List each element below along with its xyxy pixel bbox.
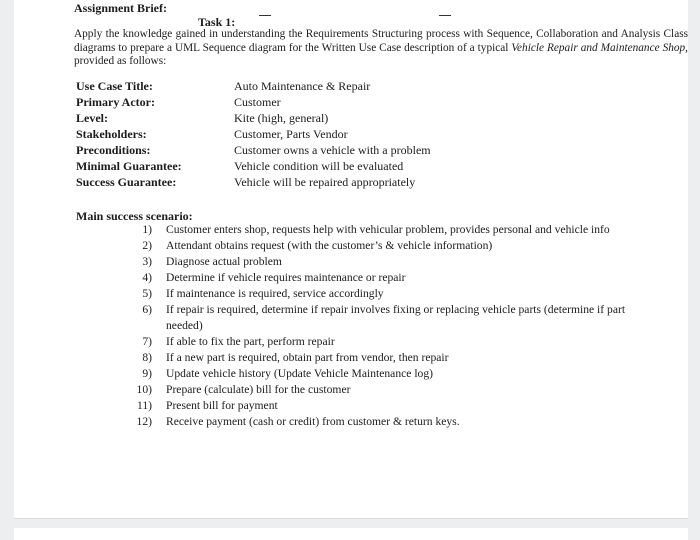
- use-case-label: Use Case Title:: [76, 79, 153, 93]
- step-number: 8): [142, 351, 152, 364]
- scenario-step: [96, 366, 656, 382]
- use-case-label: Primary Actor:: [76, 95, 155, 109]
- use-case-label: Minimal Guarantee:: [76, 159, 182, 173]
- step-number: 5): [142, 287, 152, 300]
- task-heading: Task 1:: [198, 15, 236, 29]
- step-text: If repair is required, determine if repair involves fixing or replacing vehicle parts (determine if part needed): [166, 303, 626, 332]
- step-text: Update vehicle history (Update Vehicle Maintenance log): [166, 367, 433, 380]
- step-text: Receive payment (cash or credit) from customer & return keys.: [166, 415, 460, 428]
- step-text: Attendant obtains request (with the customer’s & vehicle information): [166, 239, 493, 252]
- intro-paragraph: [74, 28, 688, 69]
- scenario-step: [96, 350, 656, 366]
- intro-suffix: , provided as follows:: [74, 41, 688, 67]
- step-text: If able to fix the part, perform repair: [166, 335, 335, 348]
- step-number: 3): [142, 255, 152, 268]
- use-case-value: Customer: [234, 95, 281, 109]
- document-page: [14, 0, 688, 519]
- step-number: 2): [142, 239, 152, 252]
- scenario-step: [96, 302, 656, 334]
- scenario-step: [96, 238, 656, 254]
- use-case-value: Customer, Parts Vendor: [234, 127, 348, 141]
- intro-text: Apply the knowledge gained in understanding the Requirements Structuring process with Sequence, Collaboration and Analysis Class diagrams to prepare a UML Sequence diagram for the Written Use Case description of a typical: [74, 28, 688, 54]
- step-text: If maintenance is required, service accordingly: [166, 287, 384, 300]
- step-number: 7): [142, 335, 152, 348]
- scenario-step: [96, 334, 656, 350]
- scenario-step: [96, 254, 656, 270]
- underline-mark: [259, 15, 271, 16]
- use-case-value: Customer owns a vehicle with a problem: [234, 143, 431, 157]
- scenario-step: [96, 222, 656, 238]
- next-page-edge: [14, 528, 688, 540]
- step-number: 12): [136, 415, 152, 428]
- use-case-label: Stakeholders:: [76, 127, 147, 141]
- intro-italic-text: Vehicle Repair and Maintenance Shop: [511, 41, 686, 54]
- use-case-label: Level:: [76, 111, 108, 125]
- step-number: 1): [142, 223, 152, 236]
- scenario-step: [96, 270, 656, 286]
- step-text: Diagnose actual problem: [166, 255, 282, 268]
- use-case-label: Success Guarantee:: [76, 175, 177, 189]
- step-number: 9): [142, 367, 152, 380]
- step-text: If a new part is required, obtain part from vendor, then repair: [166, 351, 449, 364]
- assignment-brief-heading: Assignment Brief:: [74, 1, 167, 15]
- step-number: 10): [136, 383, 152, 396]
- scenario-step: [96, 286, 656, 302]
- step-number: 4): [142, 271, 152, 284]
- scenario-step: [96, 414, 656, 430]
- use-case-value: Auto Maintenance & Repair: [234, 79, 371, 93]
- use-case-label: Preconditions:: [76, 143, 151, 157]
- scenario-steps-list: [96, 222, 656, 430]
- scenario-step: [96, 382, 656, 398]
- use-case-value: Vehicle will be repaired appropriately: [234, 175, 416, 189]
- step-number: 11): [136, 399, 152, 412]
- step-text: Determine if vehicle requires maintenance or repair: [166, 271, 406, 284]
- step-number: 6): [142, 303, 152, 316]
- scenario-step: [96, 398, 656, 414]
- step-text: Prepare (calculate) bill for the customer: [166, 383, 351, 396]
- step-text: Customer enters shop, requests help with vehicular problem, provides personal and vehicle info: [166, 223, 610, 236]
- scenario-heading: Main success scenario:: [76, 209, 193, 223]
- step-text: Present bill for payment: [166, 399, 278, 412]
- underline-mark: [439, 15, 451, 16]
- use-case-value: Vehicle condition will be evaluated: [234, 159, 404, 173]
- use-case-value: Kite (high, general): [234, 111, 329, 125]
